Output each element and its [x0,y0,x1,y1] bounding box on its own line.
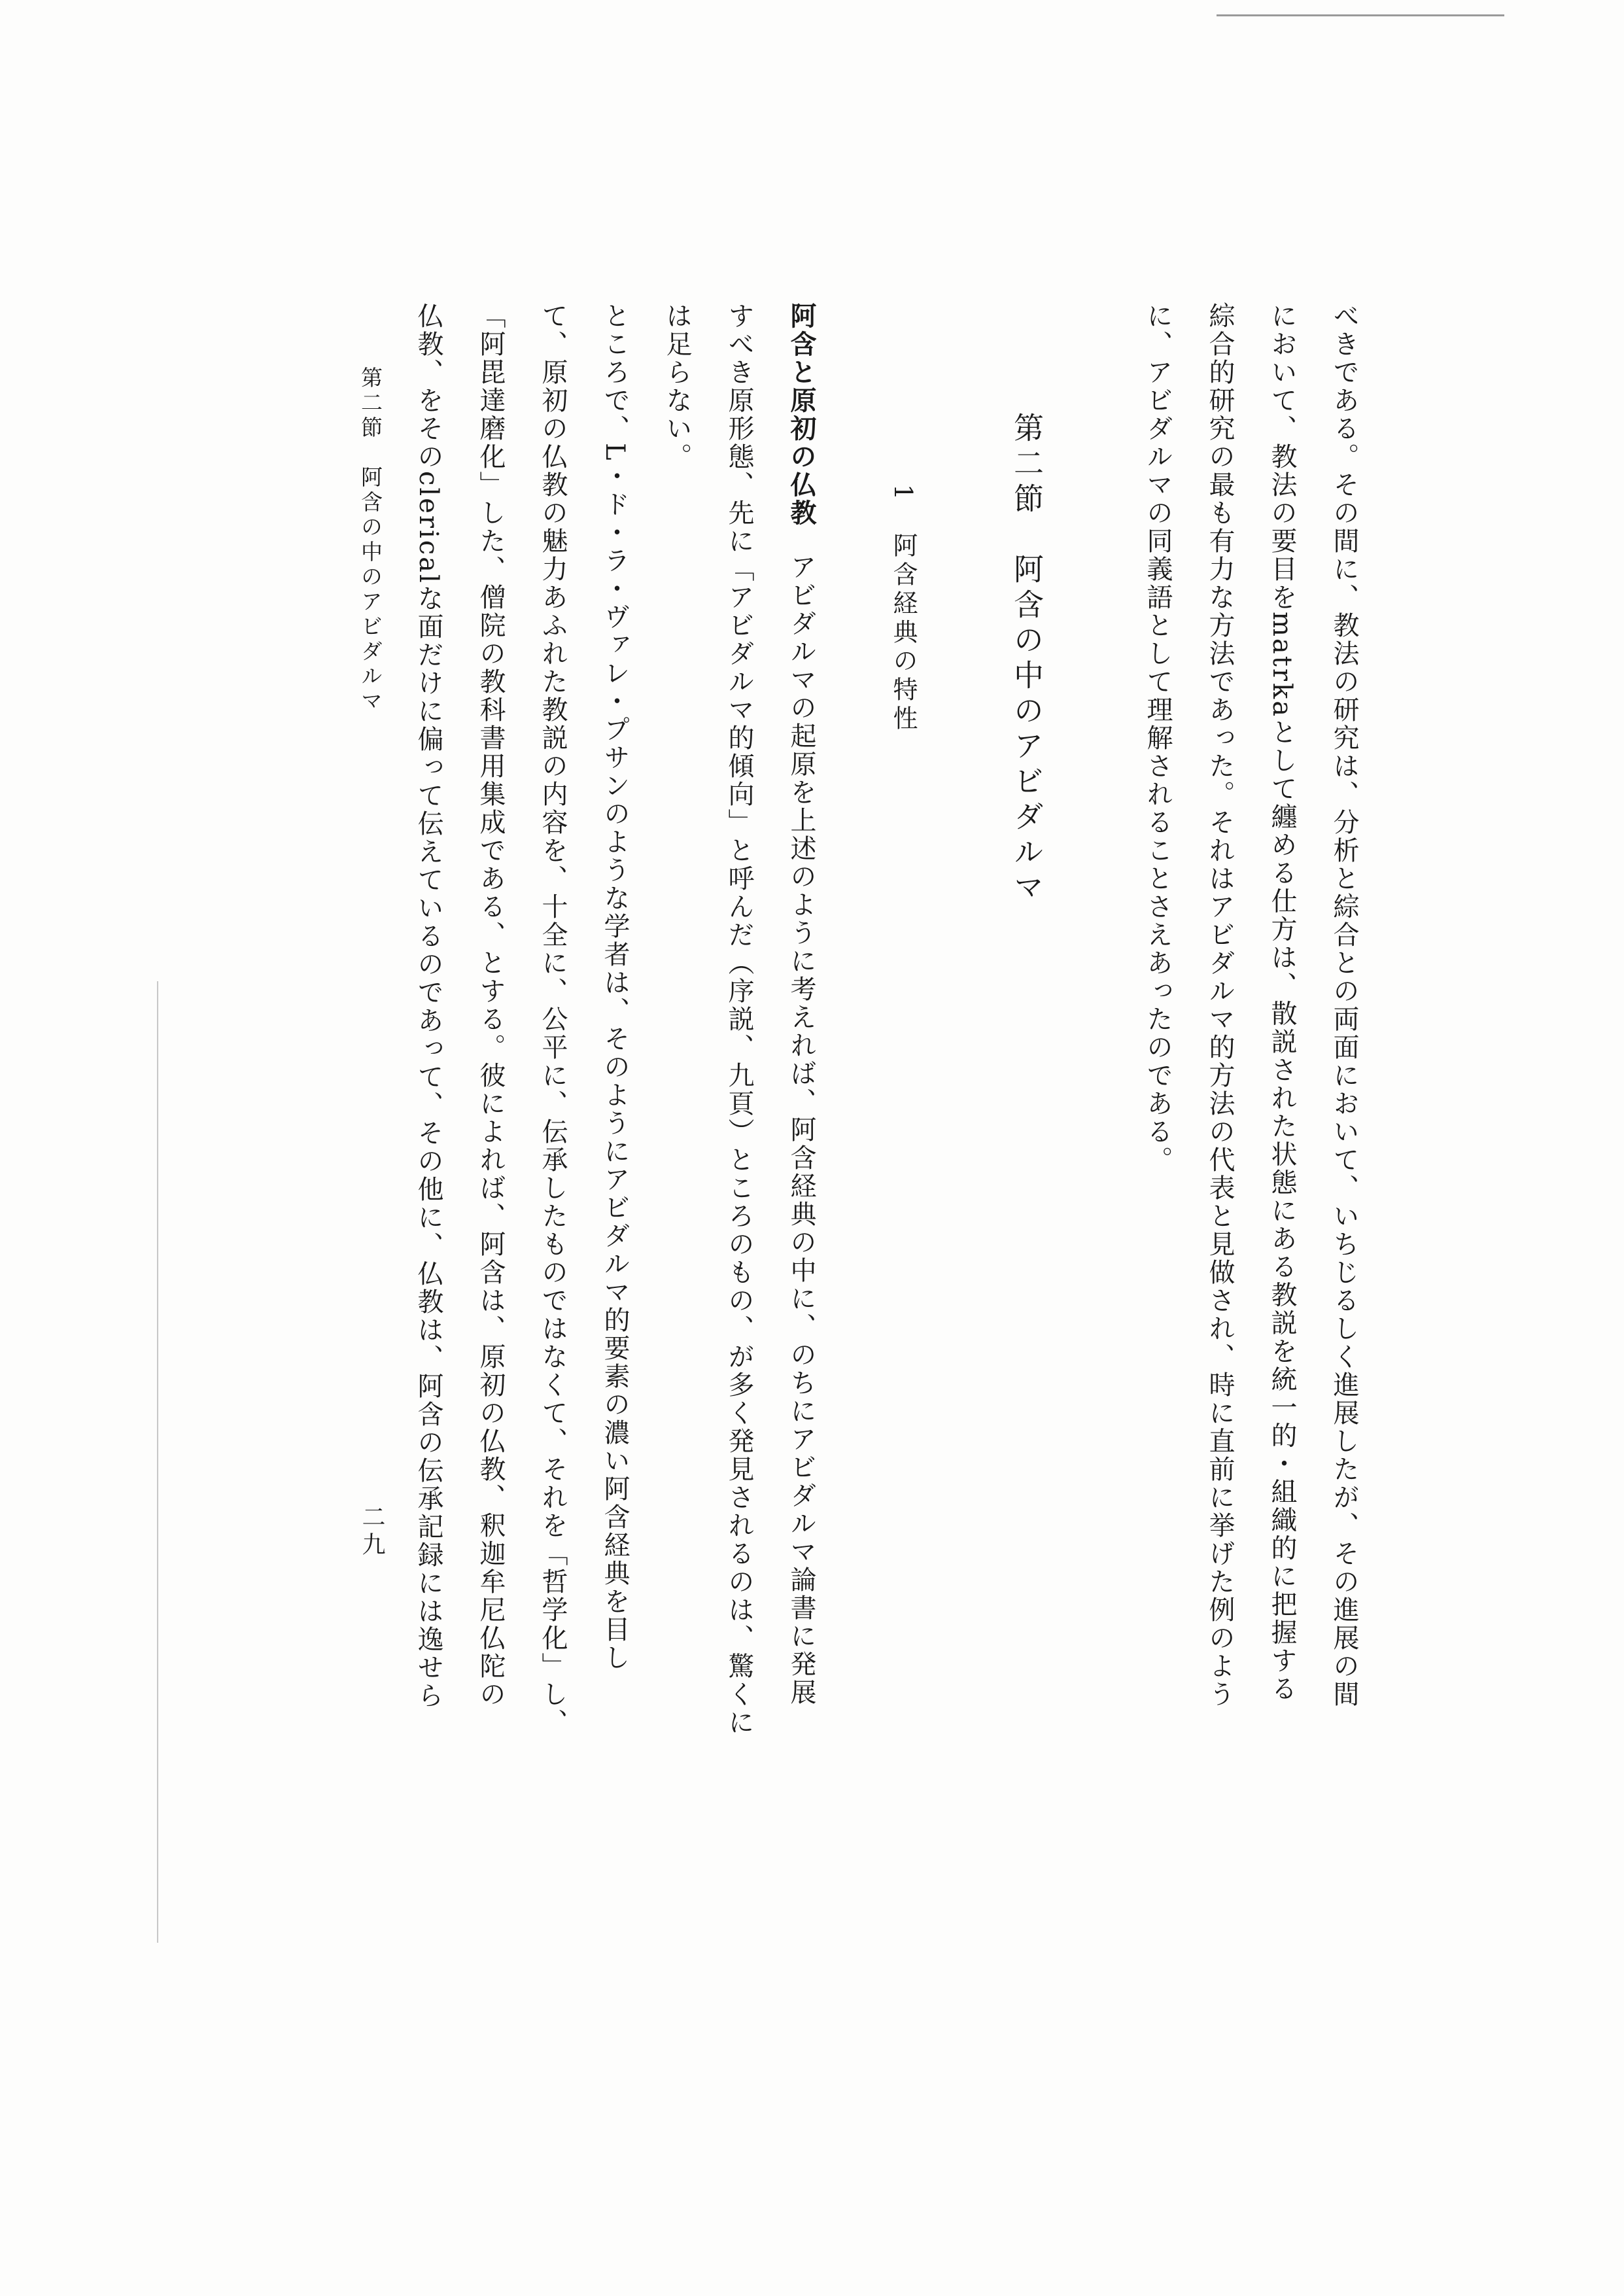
top-rule [1217,14,1504,16]
paragraph-1-line-3: は足らない。 [662,302,692,471]
section-heading: 第二節 阿含の中のアビダルマ [1009,412,1045,907]
text-line-3: 綜合的研究の最も有力な方法であった。それはアビダルマ的方法の代表と見做され、時に直前に挙げた例のよう [1205,302,1235,1709]
paragraph-1-line-1 [786,302,817,1707]
paragraph-2-line-3: 「阿毘達磨化」した、僧院の教科書用集成である、とする。彼によれば、阿含は、原初の仏教、釈迦牟尼仏陀の [475,302,506,1709]
paragraph-lead: 阿含と原初の仏教 [786,302,817,527]
paragraph-1-text: アビダルマの起原を上述のように考えれば、阿含経典の中に、のちにアビダルマ論書に発展 [786,553,816,1707]
binding-line [157,981,158,1943]
paragraph-1-line-2: すべき原形態、先に「アビダルマ的傾向」と呼んだ（序説、九頁）ところのもの、が多く発見されるのは、驚くに [724,302,754,1737]
paragraph-2-line-1: ところで、L・ド・ラ・ヴァレ・プサンのような学者は、そのようにアビダルマ的要素の濃い阿含経典を目し [600,302,630,1672]
text-line-4: に、アビダルマの同義語として理解されることさえあったのである。 [1143,302,1173,1174]
text-line-1: べきである。その間に、教法の研究は、分析と綜合との両面において、いちじるしく進展したが、その進展の間 [1329,302,1359,1709]
subsection-heading: 1 阿含経典の特性 [889,484,918,735]
paragraph-2-line-2: て、原初の仏教の魅力あふれた教説の内容を、十全に、公平に、伝承したものではなくて、それを「哲学化」し、 [538,302,568,1737]
paragraph-2-line-4: 仏教、をそのclericalな面だけに偏って伝えているのであって、その他に、仏教は、阿含の伝承記録には逸せら [413,302,443,1710]
running-head: 第二節 阿含の中のアビダルマ [358,366,383,714]
page-number: 二九 [358,1505,385,1559]
text-line-2: において、教法の要目をmatrkaとして纏める仕方は、散説された状態にある教説を統一的・組織的に把握する [1267,302,1297,1703]
